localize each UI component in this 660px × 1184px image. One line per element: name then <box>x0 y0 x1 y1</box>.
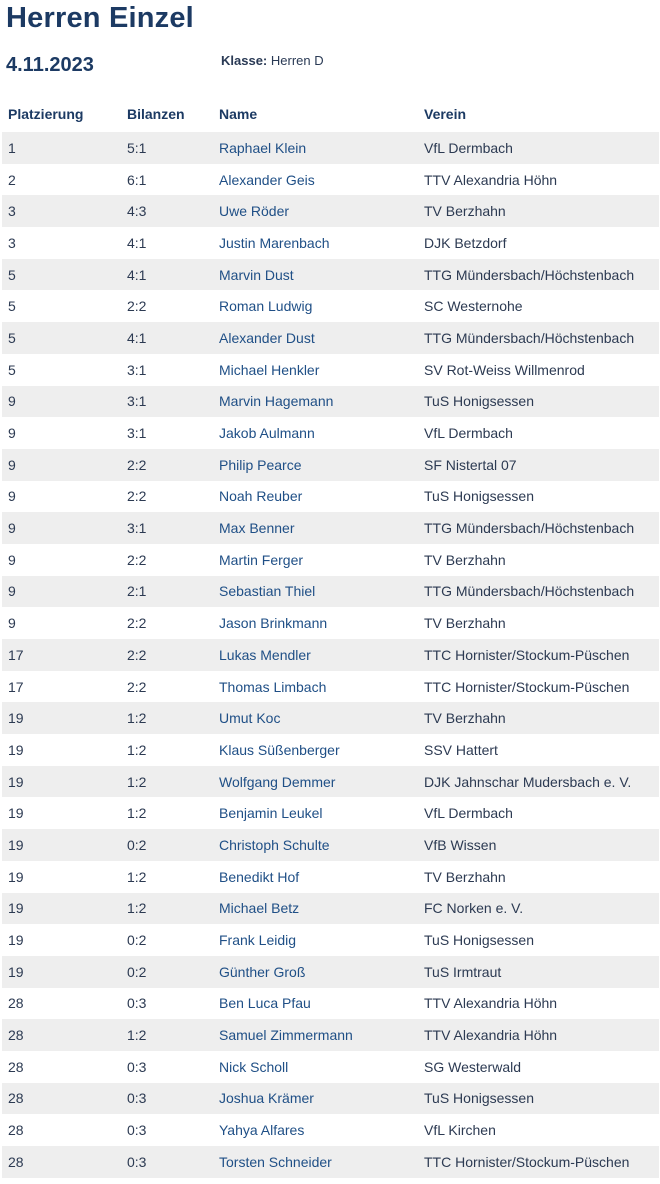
player-name-link[interactable]: Benedikt Hof <box>219 868 300 885</box>
club-cell: TuS Honigsessen <box>424 932 534 949</box>
player-name-link[interactable]: Max Benner <box>219 512 424 544</box>
club-cell: VfL Kirchen <box>424 1122 496 1139</box>
place-cell: 28 <box>2 1019 127 1051</box>
record-cell: 2:2 <box>127 639 219 671</box>
club-cell: TTG Mündersbach/Höchstenbach <box>424 576 659 608</box>
record-cell: 1:2 <box>127 702 219 734</box>
club-cell: SF Nistertal 07 <box>424 449 659 481</box>
table-row <box>2 734 659 766</box>
club-cell: TTV Alexandria Höhn <box>424 171 558 188</box>
club-cell: TV Berzhahn <box>424 868 506 885</box>
table-row <box>2 1146 659 1178</box>
record-cell: 2:1 <box>127 576 219 608</box>
record-cell: 2:2 <box>127 678 147 695</box>
club-cell: TuS Honigsessen <box>424 386 659 418</box>
player-name-link[interactable]: Thomas Limbach <box>219 678 327 695</box>
club-cell: TTC Hornister/Stockum-Püschen <box>424 639 659 671</box>
player-name-link[interactable]: Roman Ludwig <box>219 298 313 315</box>
record-cell: 2:2 <box>127 449 219 481</box>
record-cell: 4:3 <box>127 195 219 227</box>
column-header-name: Name <box>219 106 258 122</box>
table-row <box>2 607 659 639</box>
club-cell: VfL Dermbach <box>424 805 513 822</box>
club-cell: TTG Mündersbach/Höchstenbach <box>424 512 659 544</box>
table-row <box>2 195 659 227</box>
page-title: Herren Einzel <box>6 2 194 34</box>
place-cell: 19 <box>2 829 127 861</box>
table-row <box>2 576 659 608</box>
club-cell: SV Rot-Weiss Willmenrod <box>424 361 585 378</box>
place-cell: 9 <box>8 488 16 505</box>
player-name-link[interactable]: Marvin Dust <box>219 259 424 291</box>
club-cell: TuS Honigsessen <box>424 1083 659 1115</box>
table-row <box>2 1051 659 1083</box>
table-row <box>2 924 659 956</box>
player-name-link[interactable]: Michael Betz <box>219 893 424 925</box>
place-cell: 9 <box>2 576 127 608</box>
place-cell: 19 <box>2 766 127 798</box>
club-cell: DJK Betzdorf <box>424 234 507 251</box>
table-row <box>2 227 659 259</box>
player-name-link[interactable]: Marvin Hagemann <box>219 386 424 418</box>
table-row <box>2 449 659 481</box>
club-cell: FC Norken e. V. <box>424 893 659 925</box>
table-row <box>2 386 659 418</box>
player-name-link[interactable]: Ben Luca Pfau <box>219 995 311 1012</box>
place-cell: 9 <box>8 551 16 568</box>
place-cell: 9 <box>8 425 16 442</box>
record-cell: 4:1 <box>127 259 219 291</box>
record-cell: 3:1 <box>127 361 147 378</box>
club-cell: VfL Dermbach <box>424 132 659 164</box>
club-cell: TTV Alexandria Höhn <box>424 995 558 1012</box>
player-name-link[interactable]: Alexander Dust <box>219 322 424 354</box>
table-row <box>2 671 659 703</box>
club-cell: DJK Jahnschar Mudersbach e. V. <box>424 766 659 798</box>
record-cell: 2:2 <box>127 298 147 315</box>
place-cell: 9 <box>2 512 127 544</box>
club-cell: TTC Hornister/Stockum-Püschen <box>424 1146 659 1178</box>
club-cell: TTG Mündersbach/Höchstenbach <box>424 322 659 354</box>
table-row <box>2 322 659 354</box>
club-cell: TuS Irmtraut <box>424 956 659 988</box>
place-cell: 28 <box>2 1146 127 1178</box>
record-cell: 0:2 <box>127 956 219 988</box>
club-cell: TV Berzhahn <box>424 195 659 227</box>
table-row <box>2 639 659 671</box>
place-cell: 2 <box>8 171 16 188</box>
table-row <box>2 988 659 1020</box>
column-header-platzierung: Platzierung <box>8 106 84 122</box>
place-cell: 19 <box>2 893 127 925</box>
place-cell: 19 <box>8 805 24 822</box>
club-cell: TTV Alexandria Höhn <box>424 1019 659 1051</box>
player-name-link[interactable]: Justin Marenbach <box>219 234 330 251</box>
player-name-link[interactable]: Alexander Geis <box>219 171 315 188</box>
table-row <box>2 132 659 164</box>
club-cell: SC Westernohe <box>424 298 523 315</box>
player-name-link[interactable]: Sebastian Thiel <box>219 576 424 608</box>
club-cell: TV Berzhahn <box>424 551 506 568</box>
club-cell: TV Berzhahn <box>424 702 659 734</box>
table-row <box>2 512 659 544</box>
place-cell: 28 <box>8 1122 24 1139</box>
record-cell: 0:3 <box>127 995 147 1012</box>
record-cell: 3:1 <box>127 386 219 418</box>
place-cell: 19 <box>2 956 127 988</box>
record-cell: 0:3 <box>127 1058 147 1075</box>
record-cell: 2:2 <box>127 551 147 568</box>
table-row <box>2 829 659 861</box>
player-name-link[interactable]: Martin Ferger <box>219 551 304 568</box>
table-row <box>2 797 659 829</box>
table-row <box>2 1083 659 1115</box>
record-cell: 1:2 <box>127 805 147 822</box>
class-value: Herren D <box>270 53 324 68</box>
record-cell: 0:2 <box>127 932 147 949</box>
record-cell: 1:2 <box>127 893 219 925</box>
table-row <box>2 481 659 513</box>
player-name-link[interactable]: Umut Koc <box>219 702 424 734</box>
record-cell: 6:1 <box>127 171 147 188</box>
club-cell: TuS Honigsessen <box>424 488 534 505</box>
table-row <box>2 290 659 322</box>
player-name-link[interactable]: Raphael Klein <box>219 132 424 164</box>
event-date: 4.11.2023 <box>6 54 94 76</box>
table-row <box>2 354 659 386</box>
club-cell: TV Berzhahn <box>424 615 506 632</box>
player-name-link[interactable]: Günther Groß <box>219 956 424 988</box>
record-cell: 5:1 <box>127 132 219 164</box>
record-cell: 0:2 <box>127 829 219 861</box>
place-cell: 3 <box>8 234 16 251</box>
record-cell: 0:3 <box>127 1146 219 1178</box>
player-name-link[interactable]: Jason Brinkmann <box>219 615 328 632</box>
player-name-link[interactable]: Benjamin Leukel <box>219 805 323 822</box>
record-cell: 1:2 <box>127 741 147 758</box>
place-cell: 28 <box>8 995 24 1012</box>
table-row <box>2 956 659 988</box>
player-name-link[interactable]: Nick Scholl <box>219 1058 289 1075</box>
club-cell: TTG Mündersbach/Höchstenbach <box>424 259 659 291</box>
table-row <box>2 766 659 798</box>
table-row <box>2 544 659 576</box>
table-row <box>2 1114 659 1146</box>
table-row <box>2 702 659 734</box>
table-row <box>2 1019 659 1051</box>
record-cell: 0:3 <box>127 1083 219 1115</box>
table-row <box>2 164 659 196</box>
record-cell: 2:2 <box>127 488 147 505</box>
place-cell: 17 <box>2 639 127 671</box>
place-cell: 9 <box>2 449 127 481</box>
club-cell: SG Westerwald <box>424 1058 521 1075</box>
place-cell: 1 <box>2 132 127 164</box>
table-header-row <box>2 96 659 132</box>
place-cell: 9 <box>2 386 127 418</box>
column-header-verein: Verein <box>424 106 467 122</box>
class-label: Klasse: <box>221 53 268 68</box>
place-cell: 3 <box>2 195 127 227</box>
player-name-link[interactable]: Frank Leidig <box>219 932 297 949</box>
record-cell: 1:2 <box>127 868 147 885</box>
place-cell: 19 <box>2 702 127 734</box>
table-row <box>2 861 659 893</box>
place-cell: 19 <box>8 932 24 949</box>
place-cell: 28 <box>2 1083 127 1115</box>
table-row <box>2 417 659 449</box>
results-table <box>2 96 659 1178</box>
player-name-link[interactable]: Noah Reuber <box>219 488 303 505</box>
place-cell: 9 <box>8 615 16 632</box>
record-cell: 3:1 <box>127 425 147 442</box>
player-name-link[interactable]: Wolfgang Demmer <box>219 766 424 798</box>
place-cell: 5 <box>2 322 127 354</box>
club-cell: VfL Dermbach <box>424 425 513 442</box>
player-name-link[interactable]: Christoph Schulte <box>219 829 424 861</box>
place-cell: 5 <box>2 259 127 291</box>
player-name-link[interactable]: Michael Henkler <box>219 361 320 378</box>
player-name-link[interactable]: Yahya Alfares <box>219 1122 305 1139</box>
record-cell: 4:1 <box>127 234 147 251</box>
club-cell: SSV Hattert <box>424 741 498 758</box>
player-name-link[interactable]: Klaus Süßenberger <box>219 741 340 758</box>
place-cell: 19 <box>8 741 24 758</box>
record-cell: 2:2 <box>127 615 147 632</box>
player-name-link[interactable]: Samuel Zimmermann <box>219 1019 424 1051</box>
record-cell: 0:3 <box>127 1122 147 1139</box>
club-cell: TTC Hornister/Stockum-Püschen <box>424 678 630 695</box>
player-name-link[interactable]: Jakob Aulmann <box>219 425 315 442</box>
place-cell: 19 <box>8 868 24 885</box>
place-cell: 28 <box>8 1058 24 1075</box>
player-name-link[interactable]: Lukas Mendler <box>219 639 424 671</box>
player-name-link[interactable]: Uwe Röder <box>219 195 424 227</box>
place-cell: 5 <box>8 298 16 315</box>
player-name-link[interactable]: Torsten Schneider <box>219 1146 424 1178</box>
table-row <box>2 893 659 925</box>
player-name-link[interactable]: Philip Pearce <box>219 449 424 481</box>
record-cell: 4:1 <box>127 322 219 354</box>
club-cell: VfB Wissen <box>424 829 659 861</box>
player-name-link[interactable]: Joshua Krämer <box>219 1083 424 1115</box>
record-cell: 3:1 <box>127 512 219 544</box>
record-cell: 1:2 <box>127 1019 219 1051</box>
column-header-bilanzen: Bilanzen <box>127 106 185 122</box>
place-cell: 17 <box>8 678 24 695</box>
table-row <box>2 259 659 291</box>
place-cell: 5 <box>8 361 16 378</box>
class-info <box>221 53 324 68</box>
record-cell: 1:2 <box>127 766 219 798</box>
